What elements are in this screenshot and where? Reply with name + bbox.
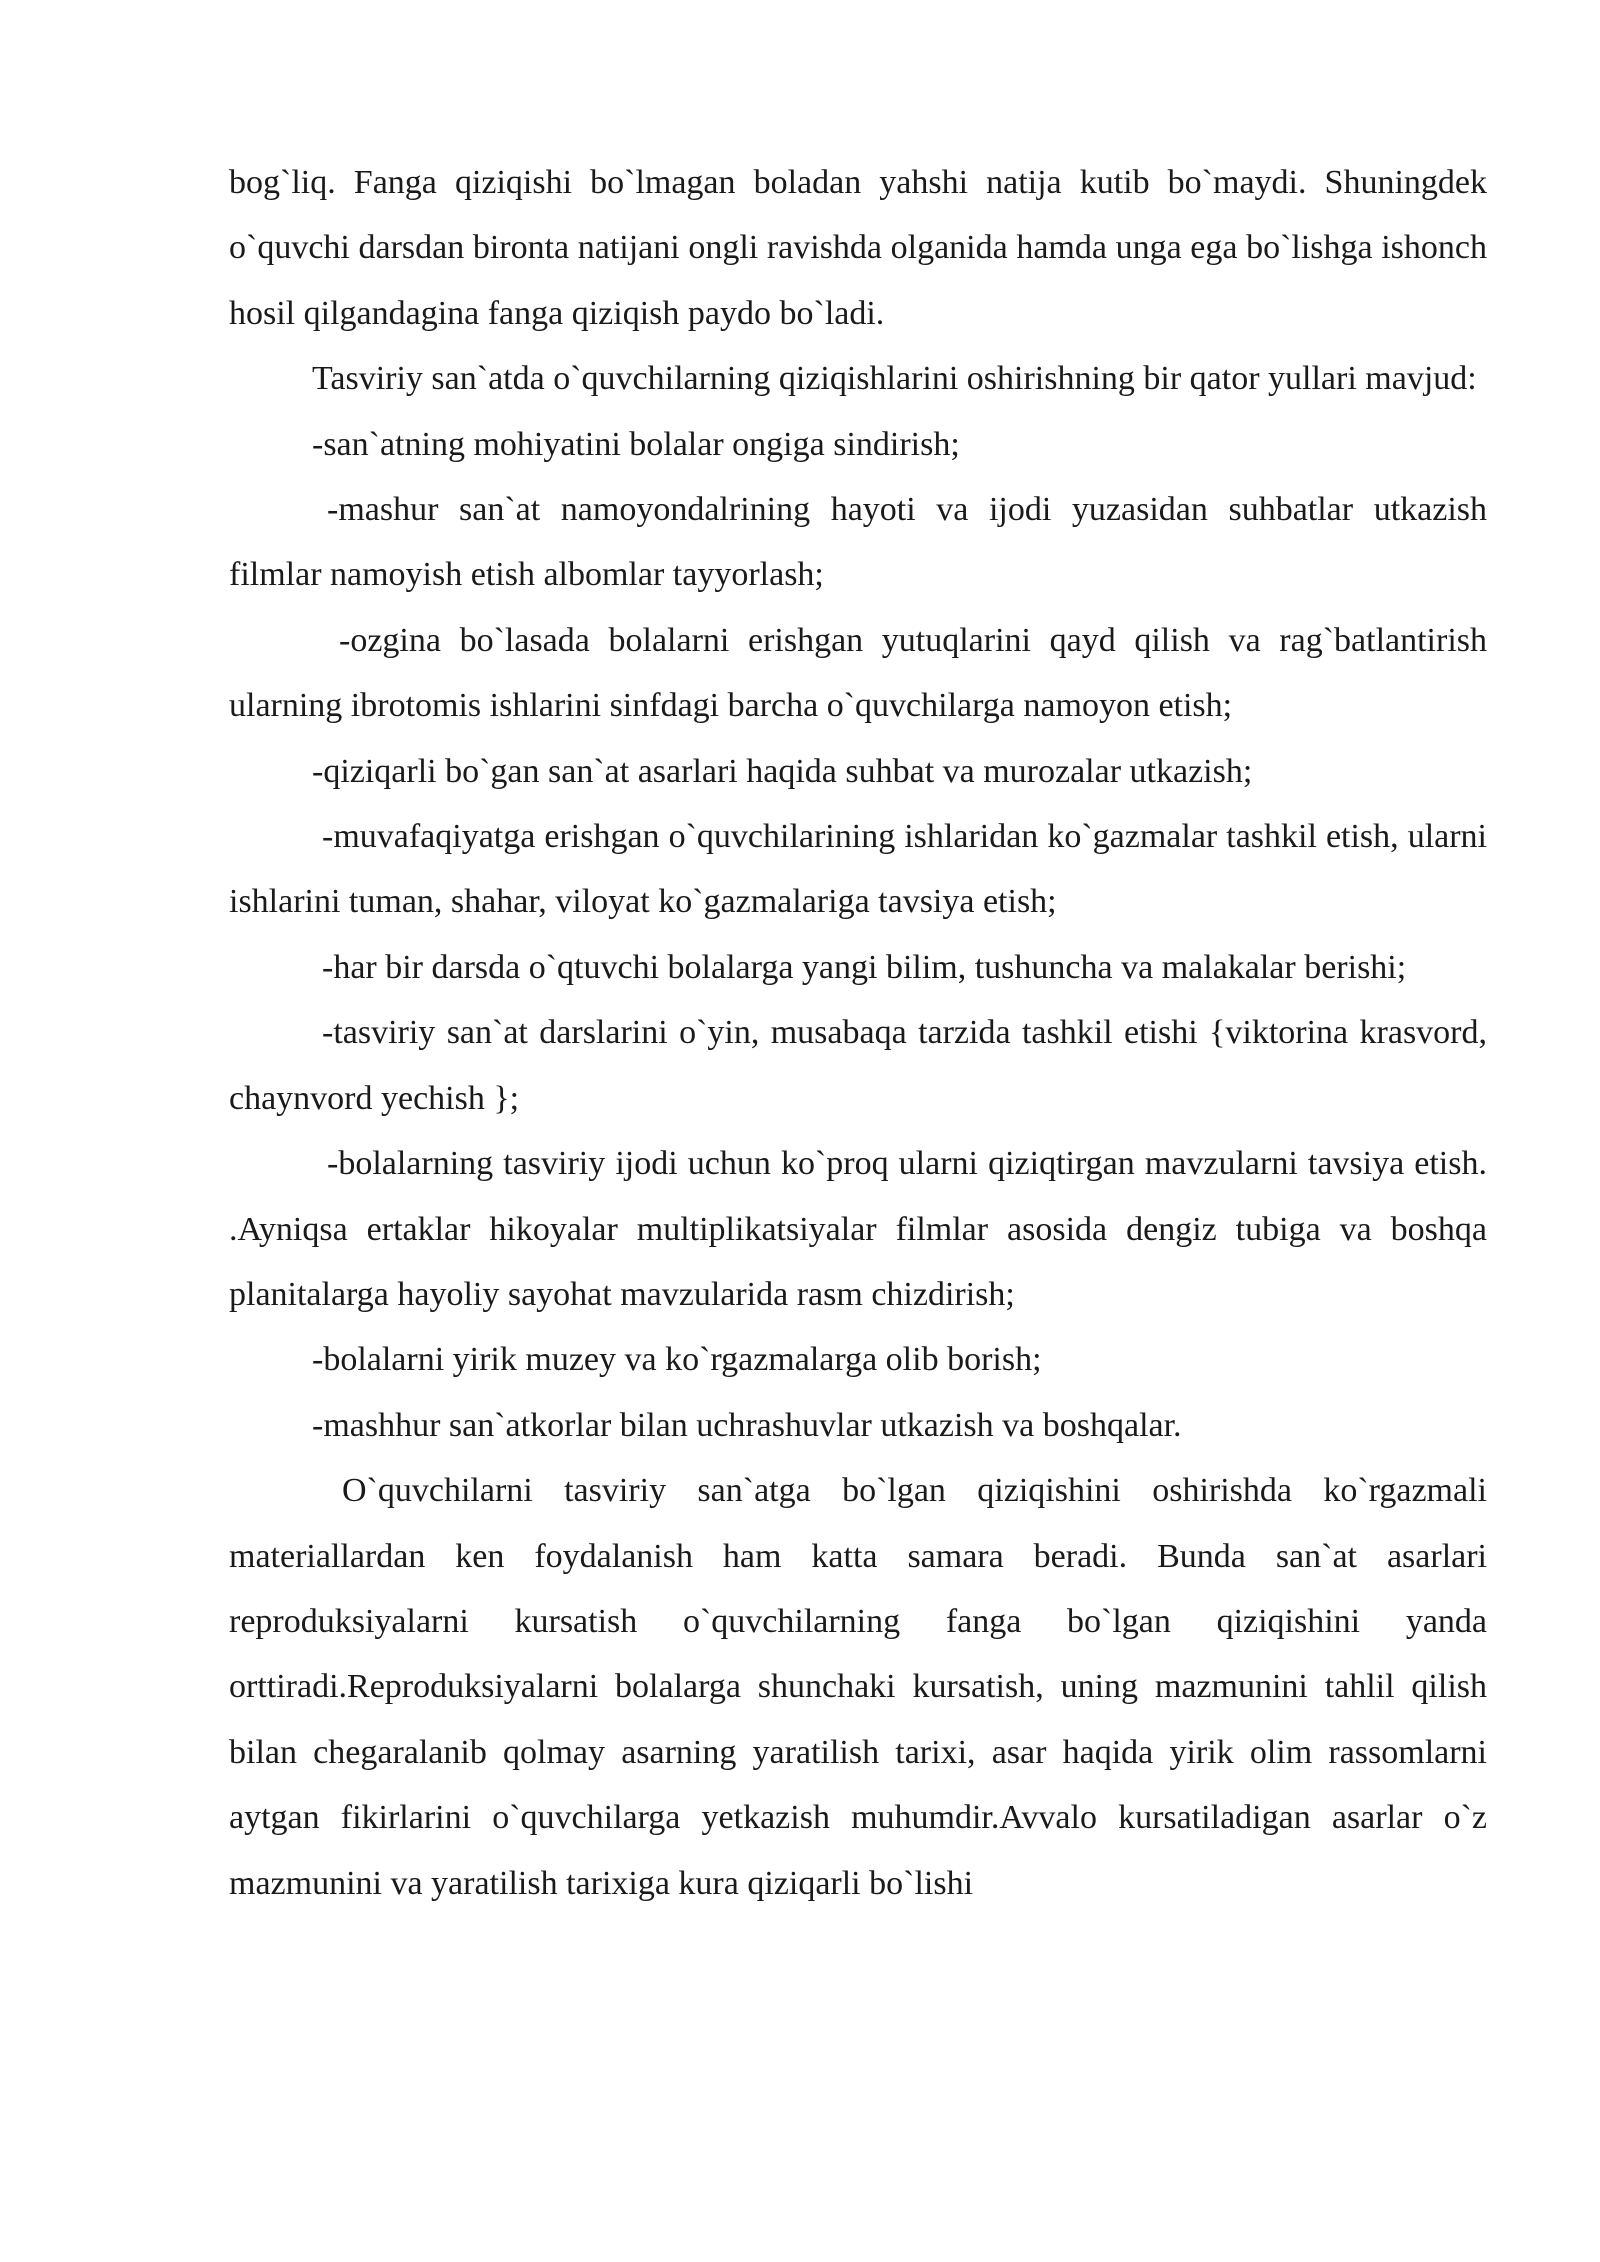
list-item: -bolalarning tasviriy ijodi uchun ko`proq ularni qiziqtirgan mavzularni tavsiya etish. .Ayniqsa ertaklar hikoyalar multiplikatsiyalar filmlar asosida dengiz tubiga va boshqa planitalarga hayoliy sayohat mavzularida rasm chizdirish; [229,1145,1487,1313]
list-item: -har bir darsda o`qtuvchi bolalarga yangi bilim, tushuncha va malakalar berishi; [322,948,1407,986]
list-item: -mashhur san`atkorlar bilan uchrashuvlar utkazish va boshqalar. [312,1406,1182,1444]
paragraph-continuation: bog`liq. Fanga qiziqishi bo`lmagan boladan yahshi natija kutib bo`maydi. Shuningdek o`quvchi darsdan bironta natijani ongli ravishda olganida hamda unga ega bo`lishga ishonch hosil qilgandagina fanga qiziqish paydo bo`ladi. [229,164,1487,332]
list-item: -mashur san`at namoyondalrining hayoti va ijodi yuzasidan suhbatlar utkazish filmlar namoyish etish albomlar tayyorlash; [229,491,1487,594]
list-item: -tasviriy san`at darslarini o`yin, musabaqa tarzida tashkil etishi {viktorina krasvord, chaynvord yechish }; [229,1014,1487,1117]
list-item: -bolalarni yirik muzey va ko`rgazmalarga olib borish; [312,1341,1042,1379]
document-body [229,150,1487,1916]
list-item: -muvafaqiyatga erishgan o`quvchilarining ishlaridan ko`gazmalar tashkil etish, ularni ishlarini tuman, shahar, viloyat ko`gazmalariga tavsiya etish; [229,818,1487,921]
paragraph-intro: Tasviriy san`atda o`quvchilarning qiziqishlarini oshirishning bir qator yullari mavjud: [312,360,1477,398]
list-item: -ozgina bo`lasada bolalarni erishgan yutuqlarini qayd qilish va rag`batlantirish ularning ibrotomis ishlarini sinfdagi barcha o`quvchilarga namoyon etish; [229,621,1487,725]
list-item: -qiziqarli bo`gan san`at asarlari haqida suhbat va murozalar utkazish; [312,752,1253,790]
list-item: -san`atning mohiyatini bolalar ongiga sindirish; [312,425,960,463]
paragraph-body: O`quvchilarni tasviriy san`atga bo`lgan qiziqishini oshirishda ko`rgazmali materiallardan ken foydalanish ham katta samara beradi. Bunda san`at asarlari reproduksiyalarni kursatish o`quvchilarning fanga bo`lgan qiziqishini yanda orttiradi.Reproduksiyalarni bolalarga shunchaki kursatish, uning mazmunini tahlil qilish bilan chegaralanib qolmay asarning yaratilish tarixi, asar haqida yirik olim rassomlarni aytgan fikirlarini o`quvchilarga yetkazish muhumdir.Avvalo kursatiladigan asarlar o`z mazmunini va yaratilish tarixiga kura qiziqarli bo`lishi [229,1472,1487,1902]
